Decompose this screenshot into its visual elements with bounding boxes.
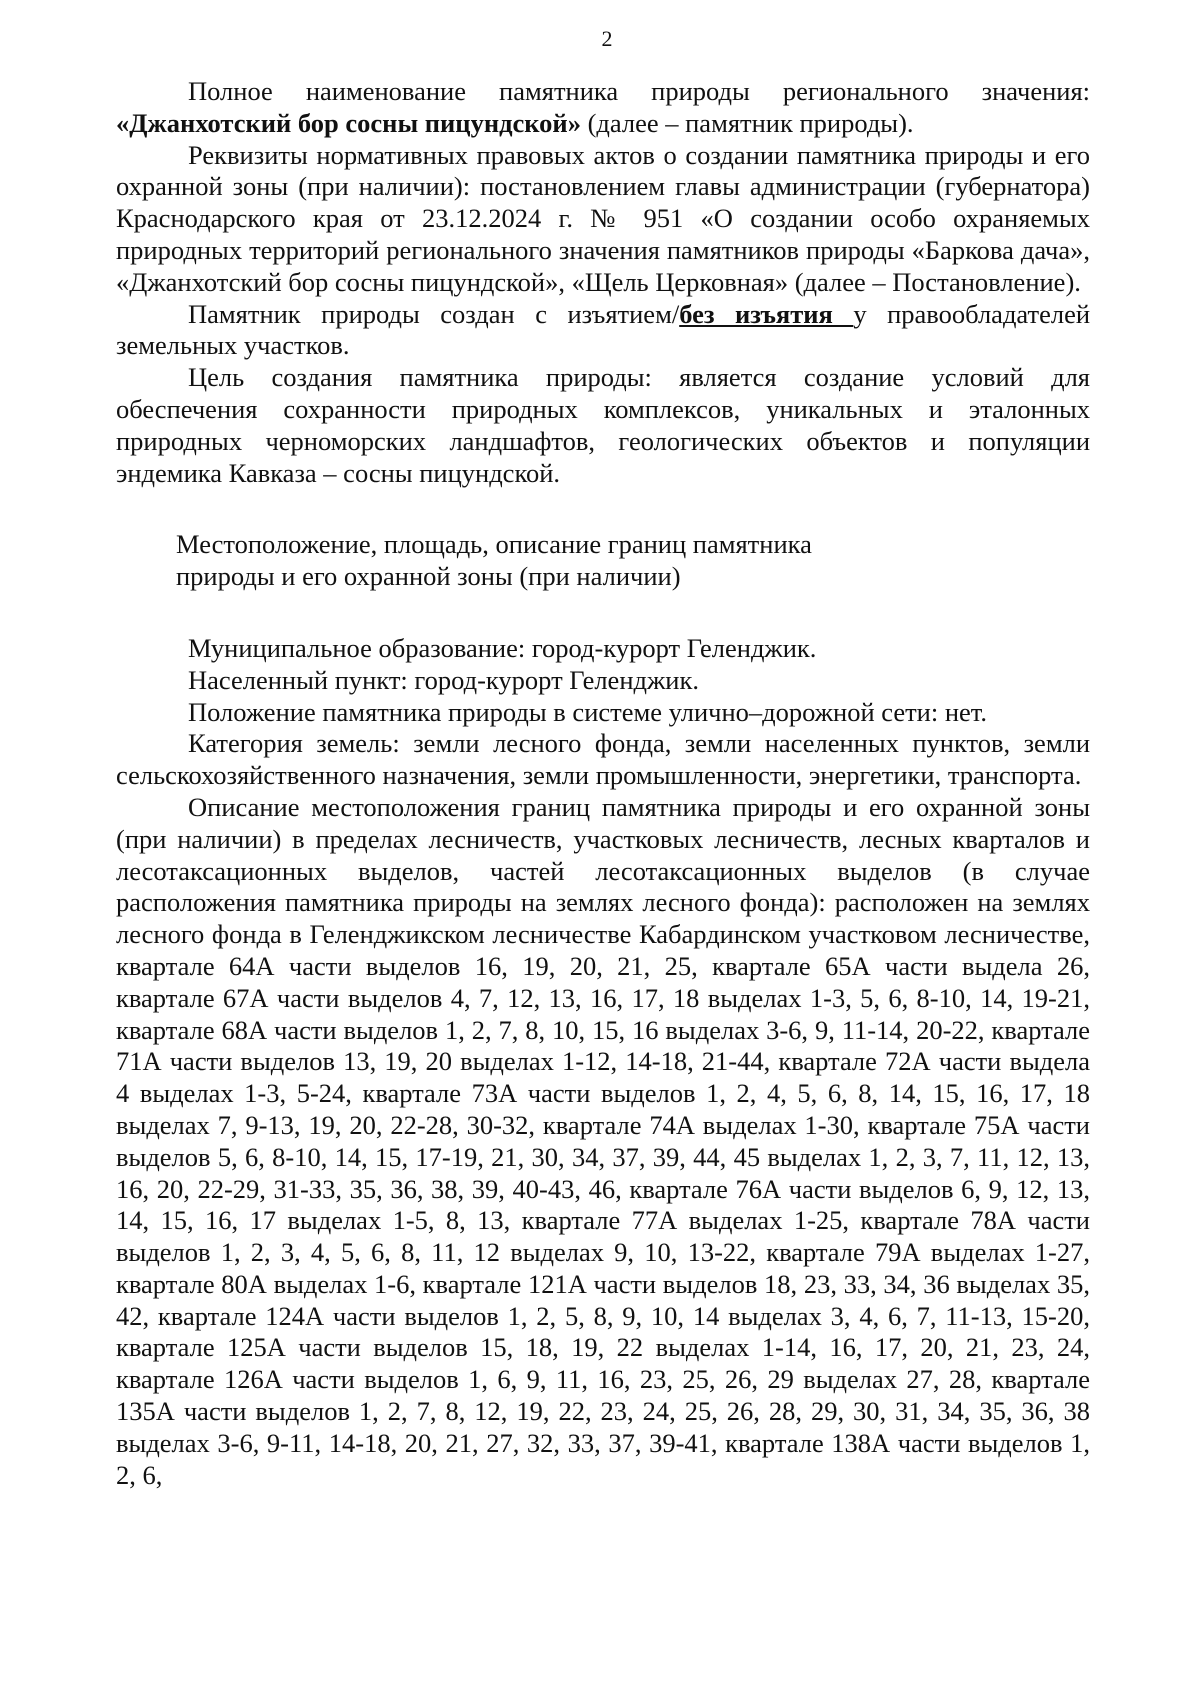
section-heading <box>116 529 1090 593</box>
withdrawal-lead: Памятник природы создан с изъятием/ <box>188 298 680 329</box>
section-heading-line1: Местоположение, площадь, описание границ памятника <box>176 529 812 560</box>
paragraph-municipality: Муниципальное образование: город-курорт Геленджик. <box>188 632 817 663</box>
paragraph-settlement: Населенный пункт: город-курорт Геленджик. <box>188 664 699 695</box>
paragraph-land-category: Категория земель: земли лесного фонда, земли населенных пунктов, земли сельскохозяйственного назначения, земли промышленности, энергетики, транспорта. <box>116 728 1090 791</box>
paragraph-legal-acts: Реквизиты нормативных правовых актов о создании памятника природы и его охранной зоны (при наличии): постановлением главы администрации (губернатора) Краснодарского края от 23.12.2024 г. № 951 «О создании особо охраняемых природных территорий регионального значения памятников природы «Баркова дача», «Джанхотский бор сосны пицундской», «Щель Церковная» (далее – Постановление). <box>116 139 1090 297</box>
monument-name: «Джанхотский бор сосны пицундской» <box>116 107 581 138</box>
document-body <box>116 76 1090 1491</box>
paragraph-road-network: Положение памятника природы в системе улично–дорожной сети: нет. <box>188 696 988 727</box>
section-heading-line2: природы и его охранной зоны (при наличии) <box>176 561 681 592</box>
paragraph-boundary-description: Описание местоположения границ памятника природы и его охранной зоны (при наличии) в пределах лесничеств, участковых лесничеств, лесных кварталов и лесотаксационных выделов, частей лесотаксационных выделов (в случае расположения памятника природы на землях лесного фонда): расположен на землях лесного фонда в Геленджикском лесничестве Кабардинском участковом лесничестве, квартале 64А части выделов 16, 19, 20, 21, 25, квартале 65А части выдела 26, квартале 67А части выделов 4, 7, 12, 13, 16, 17, 18 выделах 1-3, 5, 6, 8-10, 14, 19-21, квартале 68А части выделов 1, 2, 7, 8, 10, 15, 16 выделах 3-6, 9, 11-14, 20-22, квартале 71А части выделов 13, 19, 20 выделах 1-12, 14-18, 21-44, квартале 72А части выдела 4 выделах 1-3, 5-24, квартале 73А части выделов 1, 2, 4, 5, 6, 8, 14, 15, 16, 17, 18 выделах 7, 9-13, 19, 20, 22-28, 30-32, квартале 74А выделах 1-30, квартале 75А части выделов 5, 6, 8-10, 14, 15, 17-19, 21, 30, 34, 37, 39, 44, 45 выделах 1, 2, 3, 7, 11, 12, 13, 16, 20, 22-29, 31-33, 35, 36, 38, 39, 40-43, 46, квартале 76А части выделов 6, 9, 12, 13, 14, 15, 16, 17 выделах 1-5, 8, 13, квартале 77А выделах 1-25, квартале 78А части выделов 1, 2, 3, 4, 5, 6, 8, 11, 12 выделах 9, 10, 13-22, квартале 79А выделах 1-27, квартале 80А выделах 1-6, квартале 121А части выделов 18, 23, 33, 34, 36 выделах 35, 42, квартале 124А части выделов 1, 2, 5, 8, 9, 10, 14 выделах 3, 4, 6, 7, 11-13, 15-20, квартале 125А части выделов 15, 18, 19, 22 выделах 1-14, 16, 17, 20, 21, 23, 24, квартале 126А части выделов 1, 6, 9, 11, 16, 23, 25, 26, 29 выделах 27, 28, квартале 135А части выделов 1, 2, 7, 8, 12, 19, 22, 23, 24, 25, 26, 28, 29, 30, 31, 34, 35, 36, 38 выделах 3-6, 9-11, 14-18, 20, 21, 27, 32, 33, 37, 39-41, квартале 138А части выделов 1, 2, 6, <box>116 791 1090 1490</box>
withdrawal-emphasis: без изъятия <box>679 298 854 329</box>
full-name-lead: Полное наименование памятника природы регионального значения: <box>188 76 1090 106</box>
page-number: 2 <box>601 26 613 51</box>
full-name-tail: (далее – памятник природы). <box>580 107 914 138</box>
paragraph-withdrawal <box>116 299 1090 363</box>
withdrawal-tail: у правообладателей земельных участков. <box>116 298 1091 361</box>
paragraph-full-name <box>116 76 1090 140</box>
paragraph-purpose: Цель создания памятника природы: является создание условий для обеспечения сохранности природных комплексов, уникальных и эталонных природных черноморских ландшафтов, геологических объектов и популяции эндемика Кавказа – сосны пицундской. <box>116 362 1090 488</box>
